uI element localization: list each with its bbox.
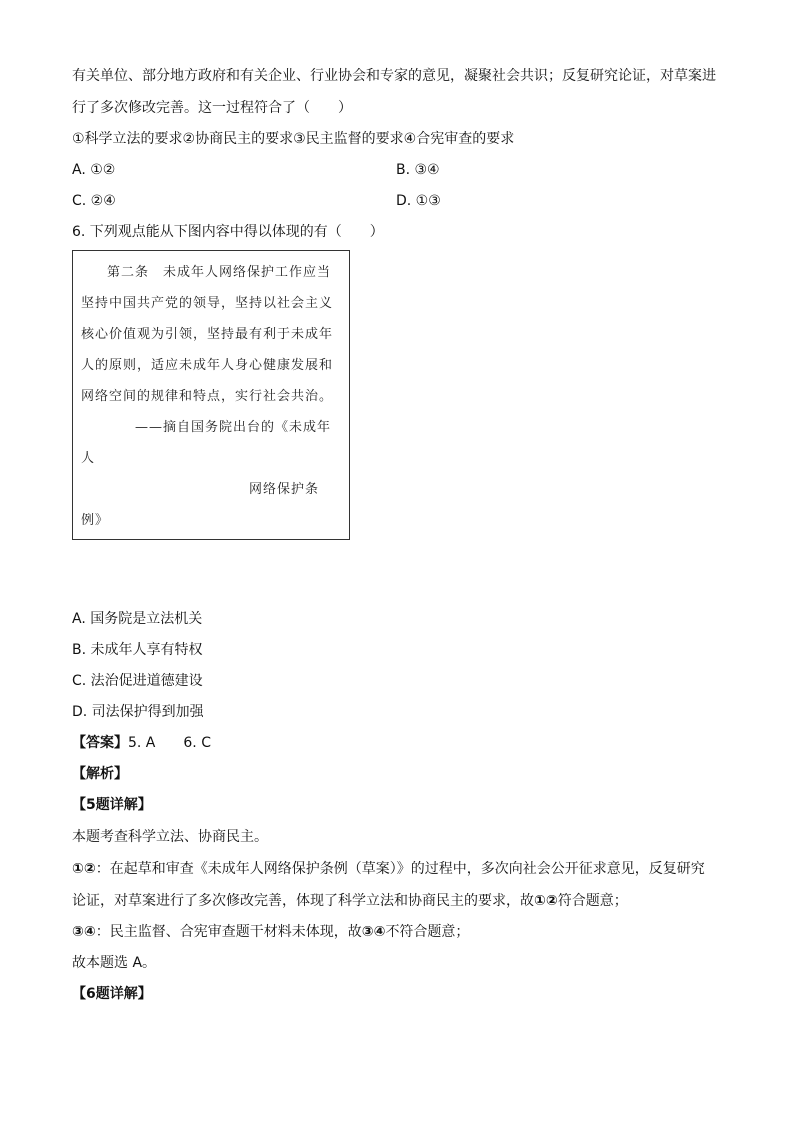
quote-line-4: 人的原则，适应未成年人身心健康发展和 [81,358,334,373]
q5-option-b: B. ③④ [396,162,440,178]
answer-label: 【答案】 [72,735,128,751]
detail-5-para-2-text-b: 不符合题意； [385,924,470,940]
detail-5-marker-34: ③④ [72,924,96,940]
analysis-label: 【解析】 [72,766,128,782]
q6-option-d: D. 司法保护得到加强 [72,704,204,720]
quote-source-line-4: 例》 [81,513,110,528]
detail-6-label: 【6题详解】 [72,986,152,1002]
detail-5-para-2 [72,922,469,942]
q5-option-c: C. ②④ [72,193,116,209]
answer-line [72,733,211,753]
q6-option-a: A. 国务院是立法机关 [72,611,203,627]
q5-option-d: D. ①③ [396,193,441,209]
detail-5-label: 【5题详解】 [72,797,152,813]
quote-line-3: 核心价值观为引领，坚持最有利于未成年 [81,327,334,342]
quote-line-1: 第二条 未成年人网络保护工作应当 [107,265,332,280]
detail-5-marker-34-inline: ③④ [361,924,386,940]
quote-line-5: 网络空间的规律和特点，实行社会共治。 [81,389,334,404]
quote-source-line-3: 网络保护条 [249,482,320,497]
q6-option-c: C. 法治促进道德建设 [72,673,203,689]
quote-box [72,250,350,540]
q5-option-a: A. ①② [72,162,116,178]
detail-5-marker-12: ①② [72,861,96,877]
detail-5-intro: 本题考查科学立法、协商民主。 [72,829,268,845]
detail-5-para-1-text-a: 论证，对草案进行了多次修改完善，体现了科学立法和协商民主的要求，故 [72,893,534,909]
detail-5-marker-12-inline: ①② [534,893,558,909]
detail-5-para-2-text-a: ：民主监督、合宪审查题干材料未体现，故 [95,924,362,940]
detail-5-para-1-text: ：在起草和审查《未成年人网络保护条例（草案）》的过程中，多次向社会公开征求意见，反复研究 [95,861,705,877]
detail-5-para-1-text-b: 符合题意； [557,893,628,909]
q6-option-b: B. 未成年人享有特权 [72,642,203,658]
q5-statements: ①科学立法的要求②协商民主的要求③民主监督的要求④合宪审查的要求 [72,131,515,147]
answer-values: 5. A 6. C [128,735,211,751]
quote-source-line-2: 人 [81,451,96,466]
q5-stem-line-1: 有关单位、部分地方政府和有关企业、行业协会和专家的意见，凝聚社会共识；反复研究论证，对草案进 [72,68,716,84]
detail-5-para-1-line-1 [72,859,705,879]
q5-stem-line-2: 行了多次修改完善。这一过程符合了（ ） [72,100,352,116]
detail-5-para-1-line-2 [72,891,628,911]
quote-source-line-1: ——摘自国务院出台的《未成年 [135,420,332,435]
q6-stem: 6. 下列观点能从下图内容中得以体现的有（ ） [72,224,384,240]
quote-line-2: 坚持中国共产党的领导，坚持以社会主义 [81,296,334,311]
detail-5-conclusion: 故本题选 A。 [72,955,157,971]
